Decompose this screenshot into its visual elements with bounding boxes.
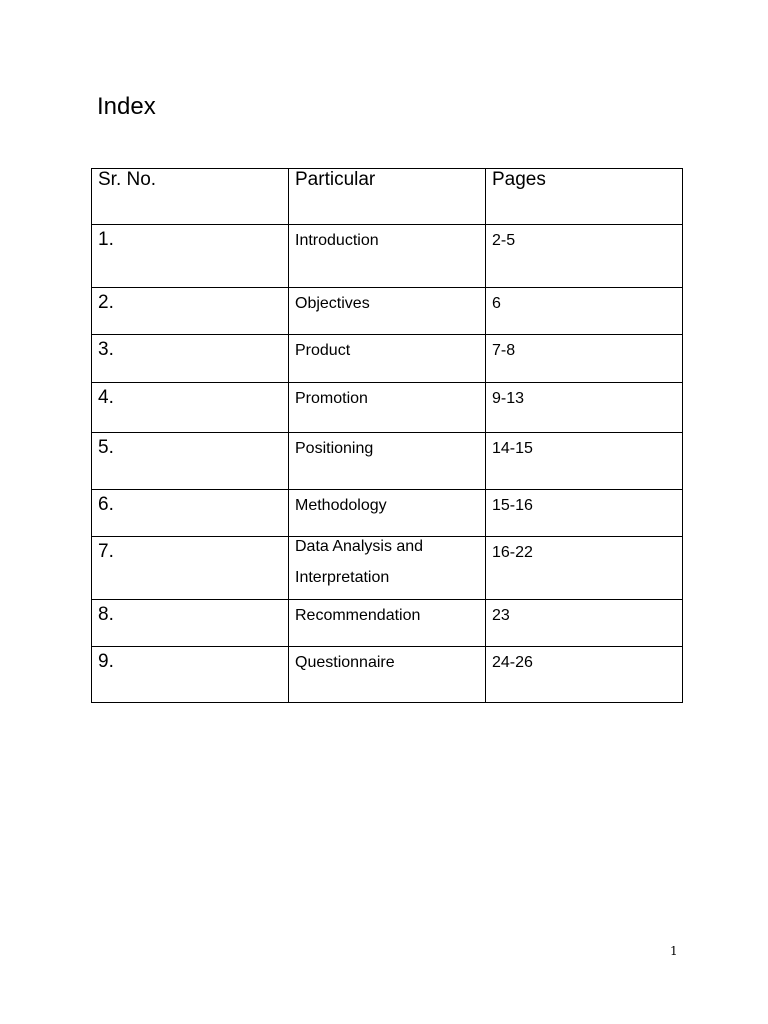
particular-cell [289, 600, 486, 647]
table-row [92, 647, 683, 703]
pages-cell [486, 490, 683, 537]
particular-text: Questionnaire [295, 654, 395, 671]
table-row [92, 433, 683, 490]
index-table [91, 168, 683, 703]
table-row [92, 600, 683, 647]
table-row [92, 490, 683, 537]
pages-text: 7-8 [492, 342, 516, 359]
particular-text: Introduction [295, 232, 379, 249]
particular-cell [289, 490, 486, 537]
particular-cell [289, 647, 486, 703]
pages-cell [486, 600, 683, 647]
sr-no-cell: 7. [92, 537, 289, 600]
table-row [92, 335, 683, 383]
particular-cell [289, 433, 486, 490]
table-row [92, 383, 683, 433]
particular-text: Product [295, 342, 351, 359]
header-particular: Particular [289, 169, 486, 225]
particular-cell [289, 288, 486, 335]
particular-cell [289, 383, 486, 433]
particular-text: Promotion [295, 390, 368, 407]
sr-no-cell: 6. [92, 490, 289, 537]
particular-text: Positioning [295, 440, 374, 457]
particular-text: Objectives [295, 295, 370, 312]
table-row [92, 225, 683, 288]
pages-cell [486, 335, 683, 383]
sr-no-cell: 1. [92, 225, 289, 288]
sr-no-cell: 4. [92, 383, 289, 433]
pages-text: 14-15 [492, 440, 533, 457]
header-sr-no: Sr. No. [92, 169, 289, 225]
sr-no-cell: 8. [92, 600, 289, 647]
header-pages: Pages [486, 169, 683, 225]
table-row [92, 288, 683, 335]
pages-text: 23 [492, 607, 510, 624]
particular-text: Data Analysis and Interpretation [295, 538, 424, 586]
sr-no-cell: 3. [92, 335, 289, 383]
pages-text: 6 [492, 295, 501, 312]
table-row [92, 537, 683, 600]
pages-cell [486, 383, 683, 433]
pages-text: 9-13 [492, 390, 525, 407]
pages-text: 24-26 [492, 654, 533, 671]
particular-text: Methodology [295, 497, 387, 514]
pages-cell [486, 537, 683, 600]
table-header-row [92, 169, 683, 225]
pages-cell [486, 288, 683, 335]
particular-cell [289, 537, 486, 600]
sr-no-cell: 9. [92, 647, 289, 703]
pages-text: 16-22 [492, 544, 533, 561]
particular-cell [289, 335, 486, 383]
particular-text: Recommendation [295, 607, 421, 624]
pages-cell [486, 225, 683, 288]
pages-text: 15-16 [492, 497, 533, 514]
sr-no-cell: 5. [92, 433, 289, 490]
particular-cell [289, 225, 486, 288]
pages-text: 2-5 [492, 232, 516, 249]
pages-cell [486, 433, 683, 490]
page-title: Index [97, 93, 156, 120]
page-number: 1 [670, 944, 678, 958]
pages-cell [486, 647, 683, 703]
sr-no-cell: 2. [92, 288, 289, 335]
